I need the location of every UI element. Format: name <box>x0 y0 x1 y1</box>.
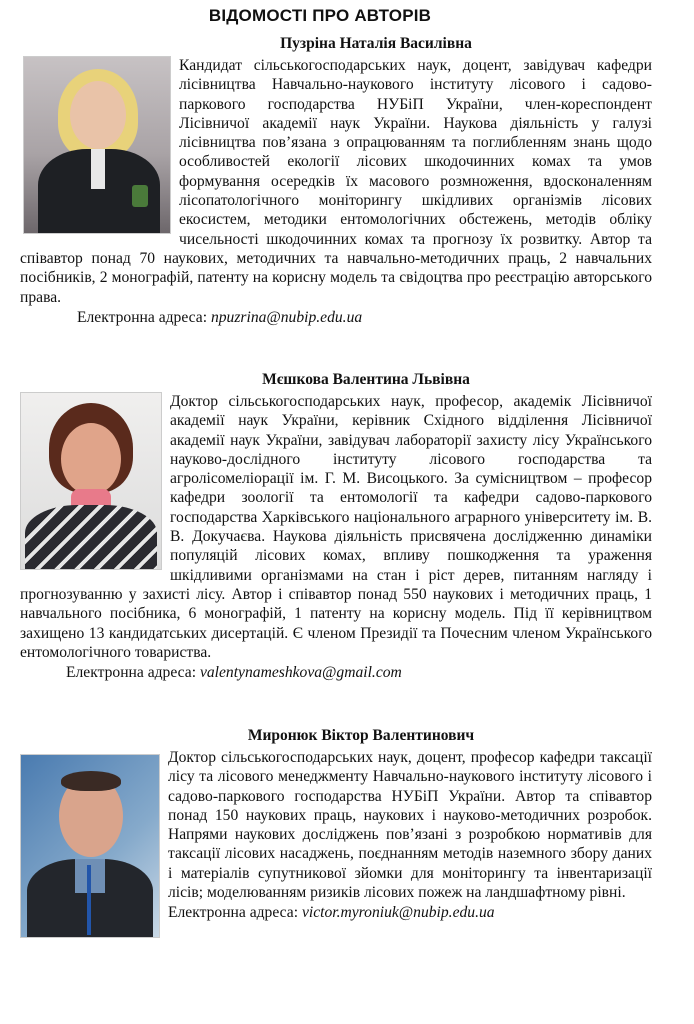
author-bio: Кандидат сільськогосподарських наук, доцент, завідувач кафедри лісівництва Навчально-наукового інституту лісового і садово-паркового господарства НУБіП України, член-кореспондент Лісівничої академії наук України. Наукова діяльність у галузі лісівництва пов’язана з опрацюванням та поглибленням знань щодо особливостей екології лісових шкодочинних комах та умов формування осередків їх масового розмноження, вдосконаленням лісопатологічного моніторингу шкідливих організмів лісових екосистем, методики ентомологічних обстежень, методів обліку чисельності шкодочинних комах та прогнозу їх розвитку. Автор та співавтор понад 70 наукових, методичних та навчально-методичних праць, 2 навчальних посібників, 2 монографій, патенту на корисну модель та свідоцтва про реєстрацію авторського права. <box>20 57 652 306</box>
author-bio: Доктор сільськогосподарських наук, професор, академік Лісівничої академії наук України, керівник Східного відділення Лісівничої академії наук України, завідувач лабораторії захисту лісу Українського науково-дослідного інституту лісового господарства та агролісомеліорації ім. Г. М. Висоцького. За сумісництвом – професор кафедри зоології та ентомології та кафедри садово-паркового господарства Харківського національного аграрного університету ім. В. В. Докучаєва. Наукова діяльність присвячена дослідженню динаміки популяцій лісових комах, впливу пошкодження та ураження шкідливими організмами на стан і ріст дерев, питанням нагляду і прогнозуванню у захисті лісу. Автор і співавтор понад 550 наукових і методичних праць, 1 навчального посібника, 6 монографій, 1 патенту на корисну модель. Під її керівництвом захищено 13 кандидатських дисертацій. Є членом Президії та Почесним членом Українського ентомологічного товариства. <box>20 393 652 661</box>
email-link[interactable]: victor.myroniuk@nubip.edu.ua <box>301 904 495 922</box>
author-section <box>20 34 652 328</box>
email-label: Електронна адреса: <box>168 904 299 922</box>
email-line <box>20 308 652 328</box>
email-link[interactable]: npuzrina@nubip.edu.ua <box>210 308 363 326</box>
email-line <box>20 663 652 683</box>
author-name: Миронюк Віктор Валентинович <box>247 727 475 744</box>
author-bio: Доктор сільськогосподарських наук, доцент, професор кафедри таксації лісу та лісового менеджменту Навчально-наукового інституту лісового і садово-паркового господарства НУБіП України. Автор та співавтор понад 150 наукових праць, наукових і науково-методичних розробок. Напрями наукових досліджень пов’язані з розробкою нормативів для таксації лісових насаджень, поєднанням методів наземного збору даних і матеріалів супутникової зйомки для моніторингу та інвентаризації лісів; моделюванням ризиків лісових пожеж на ландшафтному рівні. <box>168 749 652 902</box>
author-section <box>20 370 652 683</box>
email-label: Електронна адреса: <box>66 664 197 682</box>
email-label: Електронна адреса: <box>77 308 208 326</box>
author-photo <box>20 754 160 938</box>
page-title: ВІДОМОСТІ ПРО АВТОРІВ <box>208 6 432 25</box>
email-link[interactable]: valentynameshkova@gmail.com <box>199 664 402 682</box>
author-section <box>20 726 652 940</box>
author-name: Пузріна Наталія Василівна <box>280 35 472 52</box>
author-photo <box>20 392 162 570</box>
author-photo <box>23 56 171 234</box>
author-name: Мєшкова Валентина Львівна <box>262 371 470 388</box>
